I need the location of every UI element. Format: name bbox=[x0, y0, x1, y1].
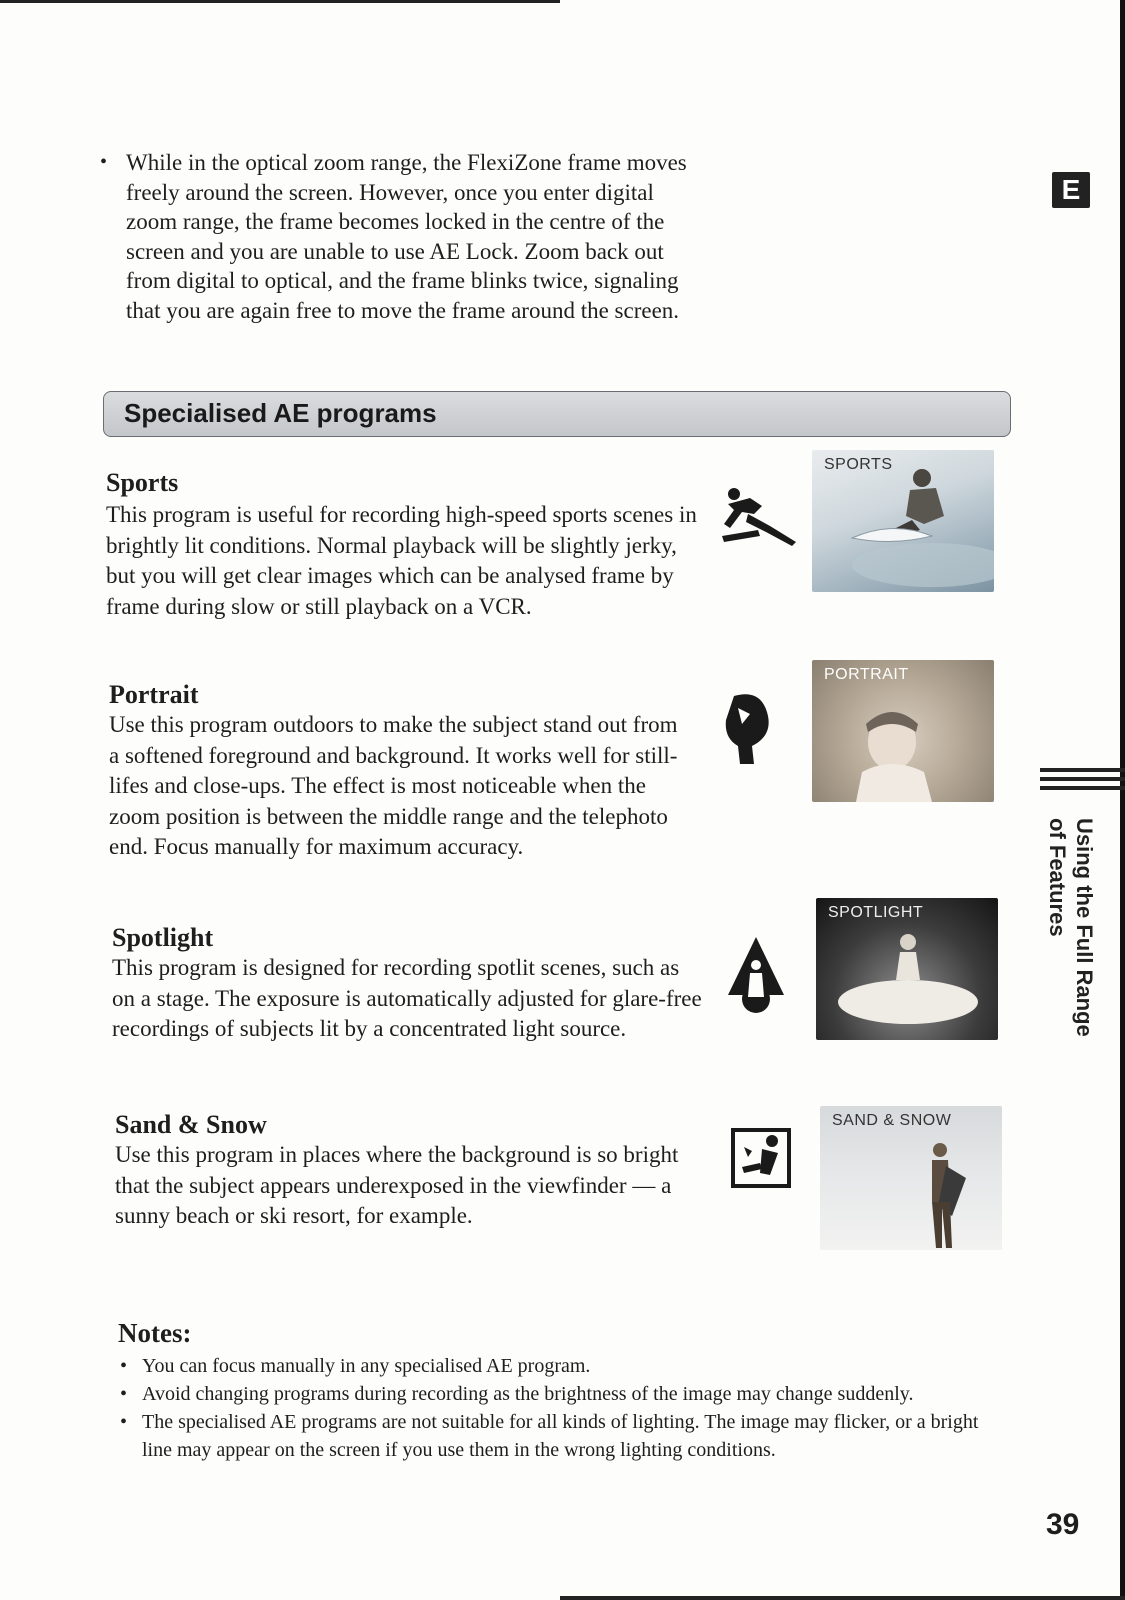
sand-snow-photo-label: SAND & SNOW bbox=[832, 1112, 952, 1129]
page-number: 39 bbox=[1046, 1508, 1080, 1541]
sand-snow-photo bbox=[820, 1106, 1002, 1250]
note-item: • You can focus manually in any specialised AE program. bbox=[118, 1352, 1008, 1380]
ballerina-image bbox=[816, 898, 998, 1040]
surfer-image bbox=[812, 450, 994, 592]
sand-snow-title: Sand & Snow bbox=[115, 1110, 267, 1139]
portrait-text: Use this program outdoors to make the subject stand out from a softened foreground and background. It works well for still-lifes and close-ups. The effect is most noticeable when the zoom position is between the middle range and the telephoto end. Focus manually for maximum accuracy. bbox=[109, 712, 678, 859]
portrait-photo-label: PORTRAIT bbox=[824, 666, 909, 683]
girl-image bbox=[812, 660, 994, 802]
notes-title: Notes: bbox=[118, 1318, 192, 1348]
portrait-photo bbox=[812, 660, 994, 802]
language-badge: E bbox=[1052, 172, 1090, 208]
page-edge bbox=[1120, 0, 1125, 1600]
portrait-title: Portrait bbox=[109, 680, 199, 709]
spotlight-text: This program is designed for recording spotlit scenes, such as on a stage. The exposure is automatically adjusted for glare-free recordings of subjects lit by a concentrated light source. bbox=[112, 955, 702, 1041]
note-item: • Avoid changing programs during recording as the brightness of the image may change suddenly. bbox=[118, 1380, 1008, 1408]
intro-list bbox=[100, 148, 700, 325]
tab-bars bbox=[1040, 768, 1125, 795]
intro-item: • While in the optical zoom range, the FlexiZone frame moves freely around the screen. However, once you enter digital zoom range, the frame becomes locked in the centre of the screen and you are unable to use AE Lock. Zoom back out from digital to optical, and the frame blinks twice, signaling that you are again free to move the frame around the screen. bbox=[100, 148, 700, 325]
beach-image bbox=[820, 1106, 1002, 1250]
sports-photo-label: SPORTS bbox=[824, 456, 893, 473]
spotlight-photo-label: SPOTLIGHT bbox=[828, 904, 924, 921]
portrait-mode-icon bbox=[716, 690, 796, 770]
sports-title: Sports bbox=[106, 468, 179, 497]
sand-snow-mode-icon bbox=[730, 1127, 800, 1197]
side-chapter-label bbox=[1038, 818, 1098, 1048]
section-banner bbox=[103, 391, 1011, 437]
side-chapter-text: Using the Full Range of Features bbox=[1045, 818, 1097, 1037]
spotlight-photo bbox=[816, 898, 998, 1040]
bottom-rule bbox=[560, 1596, 1125, 1600]
sand-snow-text: Use this program in places where the background is so bright that the subject appears underexposed in the viewfinder — a sunny beach or ski resort, for example. bbox=[115, 1142, 679, 1228]
note-item: • The specialised AE programs are not suitable for all kinds of lighting. The image may flicker, or a bright line may appear on the screen if you use them in the wrong lighting conditions. bbox=[118, 1408, 1008, 1464]
sports-photo bbox=[812, 450, 994, 592]
sports-mode-icon bbox=[718, 484, 798, 564]
sports-text: This program is useful for recording high-speed sports scenes in brightly lit conditions. Normal playback will be slightly jerky, but you will get clear images which can be analysed frame by frame during slow or still playback on a VCR. bbox=[106, 502, 697, 619]
spotlight-title: Spotlight bbox=[112, 923, 214, 952]
top-rule bbox=[0, 0, 560, 3]
notes-list bbox=[118, 1352, 1008, 1464]
spotlight-mode-icon bbox=[726, 935, 806, 1015]
section-title: Specialised AE programs bbox=[124, 398, 437, 428]
